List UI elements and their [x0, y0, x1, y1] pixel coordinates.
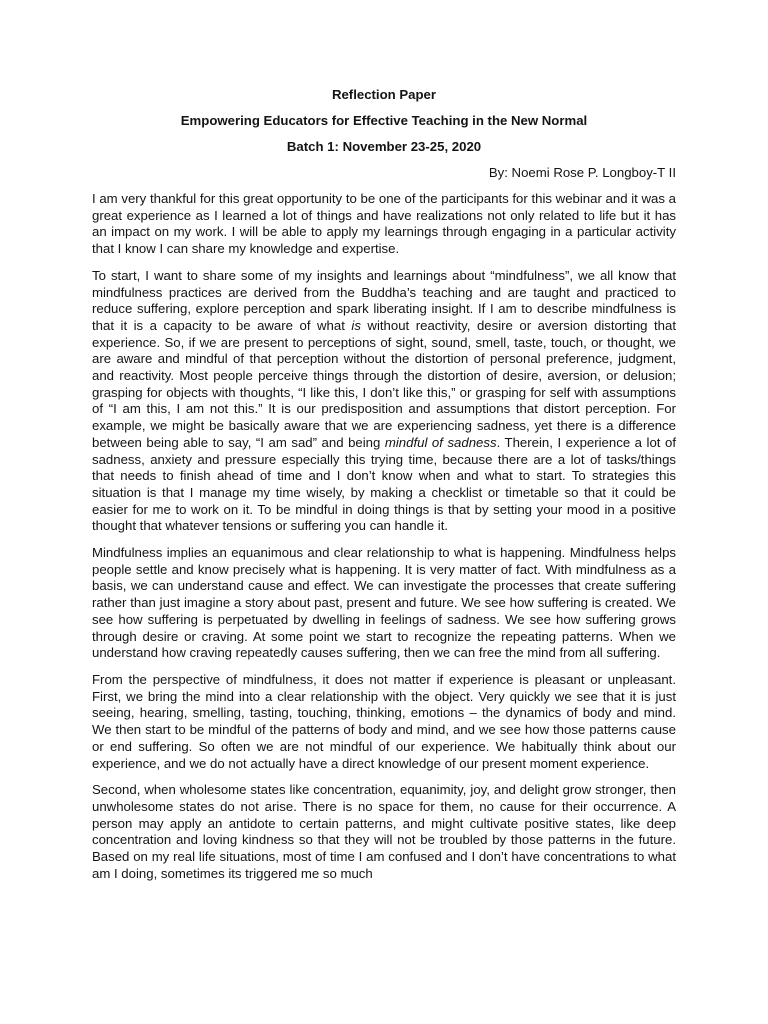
paragraph-2-emphasis-is: is	[351, 317, 361, 333]
paragraph-5: Second, when wholesome states like concentration, equanimity, joy, and delight grow stronger, then unwholesome states do not arise. There is no space for them, no cause for their occurrence. A person may apply an antidote to certain patterns, and might cultivate positive states, like deep concentration and loving kindness so that they will not be troubled by those patterns in the future. Based on my real life situations, most of time I am confused and I don’t have concentrations to what am I doing, sometimes its triggered me so much	[92, 782, 676, 881]
document-title: Reflection Paper	[331, 87, 437, 102]
paragraph-2-part-a: To start, I want to share some of my insights and learnings about “mindfulness”, we all know that mindfulness practices are derived from the Buddha’s teaching and are taught and practiced to reduce suffering, explore perception and spark liberating insight. If I am to describe mindfulness is that it is a capacity to be aware of what	[92, 267, 676, 333]
paragraph-2-emphasis-mindful: mindful of sadness	[384, 434, 497, 450]
paragraph-4: From the perspective of mindfulness, it does not matter if experience is pleasant or unpleasant. First, we bring the mind into a clear relationship with the object. Very quickly we see that it is just seeing, hearing, smelling, tasting, touching, thinking, emotions – the dynamics of body and mind. We then start to be mindful of the patterns of body and mind, and we see how those patterns cause or end suffering. So often we are not mindful of our experience. We habitually think about our experience, and we do not actually have a direct knowledge of our present moment experience.	[92, 671, 676, 771]
paragraph-1: I am very thankful for this great opportunity to be one of the participants for this webinar and it was a great experience as I learned a lot of things and have realizations not only related to life but it has an impact on my work. I will be able to apply my learnings through engaging in a particular activity that I know I can share my knowledge and expertise.	[92, 191, 676, 257]
document-subtitle: Empowering Educators for Effective Teaching in the New Normal	[180, 113, 588, 128]
paragraph-2	[92, 268, 676, 535]
paragraph-2-part-b: without reactivity, desire or aversion distorting that experience. So, if we are present to perceptions of sight, sound, smell, taste, touch, or thought, we are aware and mindful of that perception without the distortion of personal preference, judgment, and reactivity. Most people perceive things through the distortion of desire, aversion, or delusion; grasping for objects with thoughts, “I like this, I don’t like this,” or grasping for self with assumptions of “I am this, I am not this.” It is our predisposition and assumptions that distort perception. For example, we might be basically aware that we are experiencing sadness, yet there is a difference between being able to say, “I am sad” and being	[92, 317, 677, 450]
author-byline: By: Noemi Rose P. Longboy-T II	[488, 165, 676, 180]
batch-date: Batch 1: November 23-25, 2020	[286, 139, 482, 154]
paragraph-2-part-c: . Therein, I experience a lot of sadness, anxiety and pressure especially this trying time, because there are a lot of tasks/things that needs to finish ahead of time and I don’t know when and what to start. To strategies this situation is that I manage my time wisely, by making a checklist or timetable so that it could be easier for me to work on it. To be mindful in doing things is that by setting your mood in a positive thought that whatever tensions or suffering you can handle it.	[92, 434, 677, 534]
paragraph-3: Mindfulness implies an equanimous and clear relationship to what is happening. Mindfulness helps people settle and know precisely what is happening. It is very matter of fact. With mindfulness as a basis, we can understand cause and effect. We can investigate the processes that create suffering rather than just imagine a story about past, present and future. We see how suffering is created. We see how suffering is perpetuated by dwelling in feelings of sadness. We see how suffering grows through desire or craving. At some point we start to recognize the repeating patterns. When we understand how craving repeatedly causes suffering, then we can free the mind from all suffering.	[92, 545, 676, 661]
